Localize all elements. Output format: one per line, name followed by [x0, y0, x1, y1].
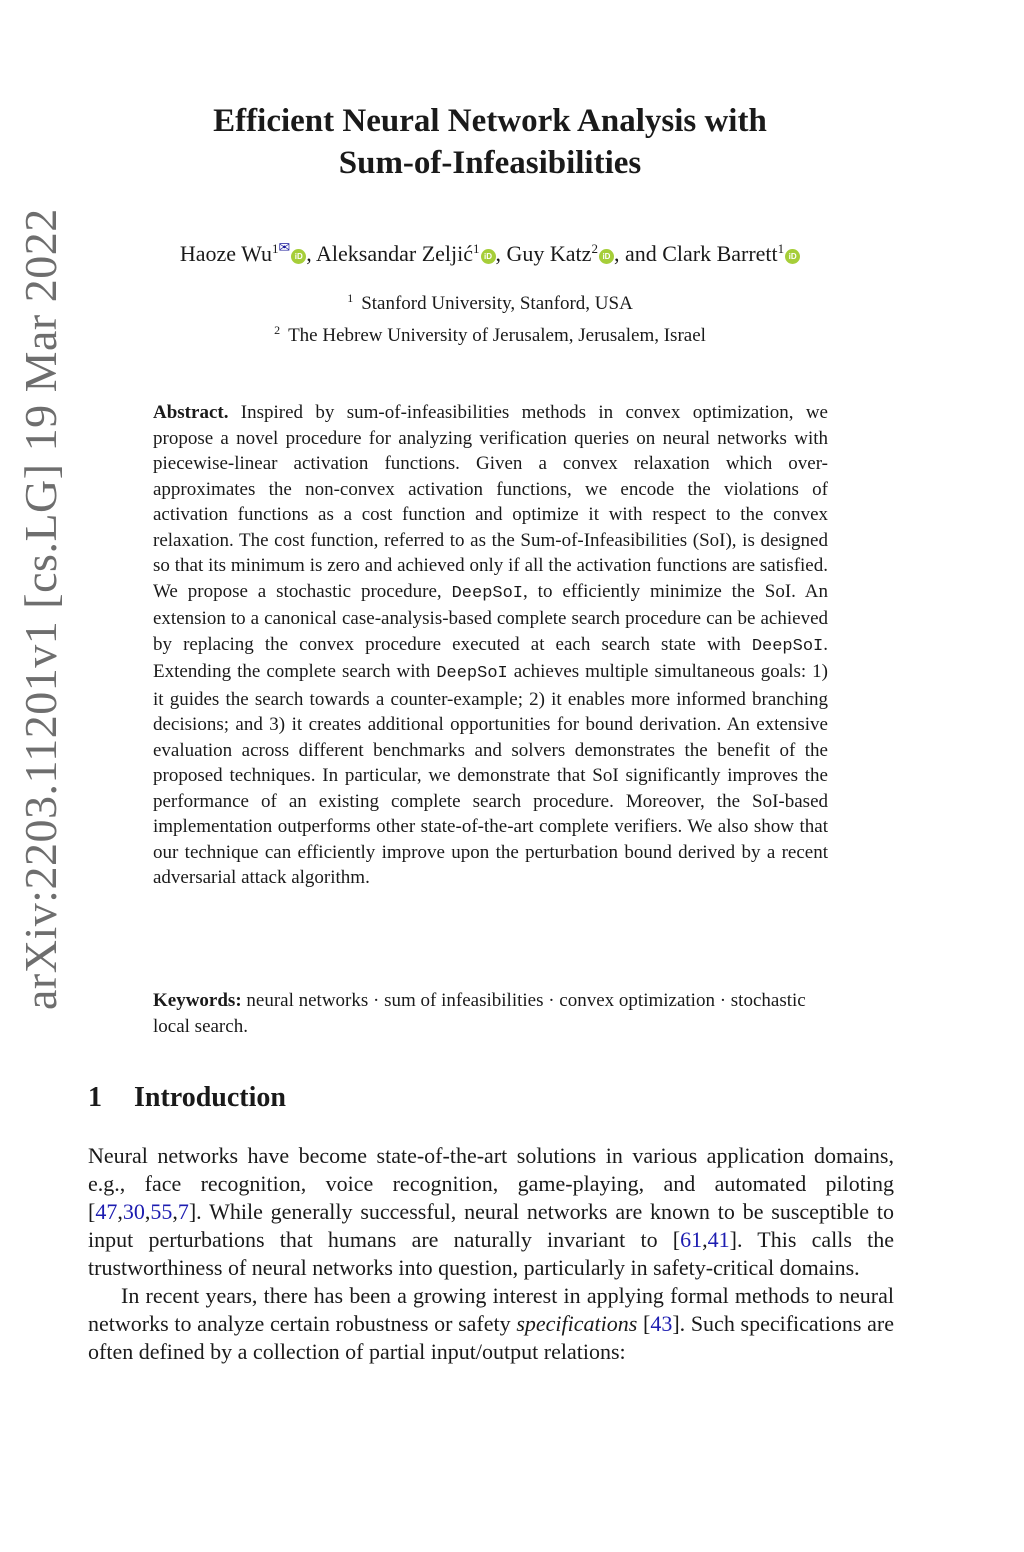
affiliation-number: 2: [274, 323, 281, 337]
citation-link[interactable]: 61: [680, 1227, 703, 1252]
code-term: DeepSoI: [751, 636, 824, 656]
citation-link[interactable]: 43: [650, 1311, 673, 1336]
affiliation-line: [90, 317, 890, 349]
orcid-icon[interactable]: iD: [785, 249, 800, 264]
keywords-text: neural networks · sum of infeasibilities · convex optimization · stochastic local search.: [153, 990, 806, 1037]
arxiv-stamp: arXiv:2203.11201v1 [cs.LG] 19 Mar 2022: [15, 208, 66, 1010]
citation-link[interactable]: 30: [122, 1199, 145, 1224]
section-heading: [88, 1082, 286, 1114]
affiliations: [90, 285, 890, 349]
mail-icon[interactable]: ✉: [278, 241, 291, 256]
affiliation-text: Stanford University, Stanford, USA: [361, 293, 633, 314]
abstract-text: achieves multiple simultaneous goals: 1) it guides the search towards a counter-example; 2) it enables more informed branching decisions; and 3) it creates additional opportunities for bound derivation. An extensive evaluation across different benchmarks and solvers demonstrates the benefit of the proposed techniques. In particular, we demonstrate that SoI significantly improves the performance of an existing complete search procedure. Moreover, the SoI-based implementation outperforms other state-of-the-art complete verifiers. We also show that our technique can efficiently improve upon the perturbation bound derived by a recent adversarial attack algorithm.: [153, 661, 829, 888]
paragraph-text: In recent years, there has been a growing interest in applying formal methods to neural networks to analyze certain robustness or safety: [88, 1283, 894, 1336]
citation-link[interactable]: 41: [707, 1227, 730, 1252]
citation-link[interactable]: 7: [177, 1199, 189, 1224]
code-term: DeepSoI: [451, 583, 524, 603]
affiliation-line: [90, 285, 890, 317]
paragraph: [88, 1142, 894, 1282]
author-name: Haoze Wu: [179, 241, 272, 266]
author-name: Aleksandar Zeljić: [316, 241, 474, 266]
author-affil-sup: 1: [473, 241, 480, 256]
author-separator: ,: [306, 241, 317, 266]
author-affil-sup: 1: [271, 241, 279, 256]
emphasis-text: specifications: [516, 1311, 638, 1336]
author-separator: , and: [613, 241, 663, 266]
orcid-icon[interactable]: iD: [599, 249, 614, 264]
abstract-text: . Extending the complete search with: [153, 633, 828, 682]
paragraph-text: ]. Such specifications are often defined by a collection of partial input/output relations:: [88, 1311, 895, 1364]
affiliation-number: 1: [347, 291, 354, 305]
affiliation-text: The Hebrew University of Jerusalem, Jerusalem, Israel: [288, 325, 706, 346]
paragraph: [88, 1282, 894, 1366]
intro-body: [88, 1142, 894, 1366]
citation-separator: ,: [117, 1199, 123, 1224]
paper-title: [90, 100, 890, 184]
author-affil-sup: 1: [777, 241, 785, 256]
abstract-label: Abstract.: [153, 402, 229, 423]
author-list: [90, 234, 890, 269]
section-title: Introduction: [134, 1082, 286, 1113]
paragraph-text: ]. While generally successful, neural networks are known to be susceptible to input perturbations that humans are naturally invariant to [: [88, 1199, 894, 1252]
citation-separator: ,: [172, 1199, 178, 1224]
orcid-icon[interactable]: iD: [481, 249, 496, 264]
section-number: 1: [88, 1082, 102, 1113]
author-affil-sup: 2: [591, 241, 598, 256]
paragraph-text: [: [637, 1311, 651, 1336]
keywords: [153, 988, 828, 1039]
paragraph-text: Neural networks have become state-of-the-art solutions in various application domains, e.g., face recognition, voice recognition, game-playing, and automated piloting [: [88, 1143, 894, 1224]
author-name: Clark Barrett: [662, 241, 778, 266]
title-line-2: Sum-of-Infeasibilities: [338, 145, 642, 181]
abstract-text: Inspired by sum-of-infeasibilities methods in convex optimization, we propose a novel procedure for analyzing verification queries on neural networks with piecewise-linear activation functions. Given a convex relaxation which over-approximates the non-convex activation functions, we encode the violations of activation functions as a cost function and optimize it with respect to the convex relaxation. The cost function, referred to as the Sum-of-Infeasibilities (SoI), is designed so that its minimum is zero and achieved only if all the activation functions are satisfied. We propose a stochastic procedure,: [153, 402, 828, 602]
code-term: DeepSoI: [436, 664, 508, 683]
author-separator: ,: [495, 241, 507, 266]
title-line-1: Efficient Neural Network Analysis with: [213, 103, 767, 139]
keywords-label: Keywords:: [153, 990, 242, 1011]
citation-separator: ,: [144, 1199, 151, 1224]
paragraph-text: ]. This calls the trustworthiness of neural networks into question, particularly in safety-critical domains.: [88, 1227, 894, 1280]
author-name: Guy Katz: [506, 241, 592, 266]
abstract-text: , to efficiently minimize the SoI. An extension to a canonical case-analysis-based complete search procedure can be achieved by replacing the convex procedure executed at each search state with: [153, 580, 828, 655]
citation-link[interactable]: 55: [150, 1199, 173, 1224]
abstract: [153, 400, 828, 891]
citation-separator: ,: [702, 1227, 708, 1252]
orcid-icon[interactable]: iD: [291, 249, 306, 264]
citation-link[interactable]: 47: [95, 1199, 118, 1224]
